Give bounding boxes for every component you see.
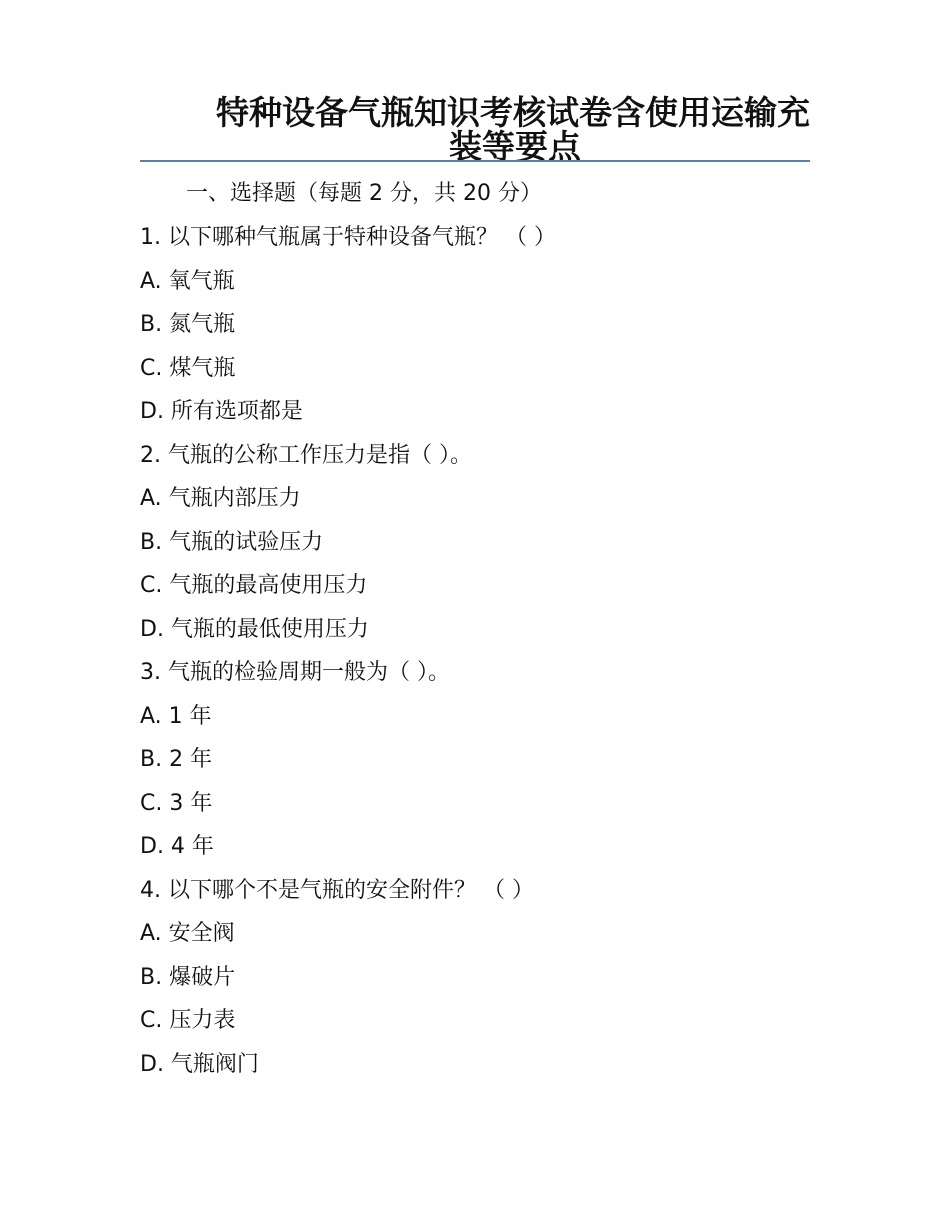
question-3-option-c: C. 3 年 <box>140 790 213 816</box>
question-3-option-a: A. 1 年 <box>140 703 212 729</box>
question-2-option-b: B. 气瓶的试验压力 <box>140 529 324 555</box>
title-divider <box>140 160 810 162</box>
title-line-1: 特种设备气瓶知识考核试卷含使用运输充 <box>216 93 810 132</box>
title-line-2: 装等要点 <box>449 127 581 166</box>
question-4-option-a: A. 安全阀 <box>140 921 235 946</box>
question-4-option-b: B. 爆破片 <box>140 964 236 990</box>
question-4-option-c: C. 压力表 <box>140 1008 236 1033</box>
section-heading: 一、选择题（每题 2 分，共 20 分） <box>186 181 542 206</box>
question-2-option-c: C. 气瓶的最高使用压力 <box>140 573 368 598</box>
question-list <box>140 222 820 1092</box>
question-4-option-d: D. 气瓶阀门 <box>140 1051 259 1077</box>
question-1-option-b: B. 氮气瓶 <box>140 312 236 337</box>
question-2-option-a: A. 气瓶内部压力 <box>140 486 301 511</box>
question-3-text: 3. 气瓶的检验周期一般为（ ）。 <box>140 660 450 685</box>
question-1-option-a: A. 氧气瓶 <box>140 268 235 294</box>
question-4-text: 4. 以下哪个不是气瓶的安全附件？ （ ） <box>140 877 534 903</box>
question-1-option-c: C. 煤气瓶 <box>140 355 236 381</box>
question-2-option-d: D. 气瓶的最低使用压力 <box>140 616 369 642</box>
question-3-option-d: D. 4 年 <box>140 834 214 859</box>
question-1-text: 1. 以下哪种气瓶属于特种设备气瓶？ （ ） <box>140 225 556 250</box>
question-3-option-b: B. 2 年 <box>140 747 213 772</box>
question-2-text: 2. 气瓶的公称工作压力是指（ ）。 <box>140 442 472 468</box>
question-1-option-d: D. 所有选项都是 <box>140 399 303 424</box>
document-title <box>140 93 810 166</box>
